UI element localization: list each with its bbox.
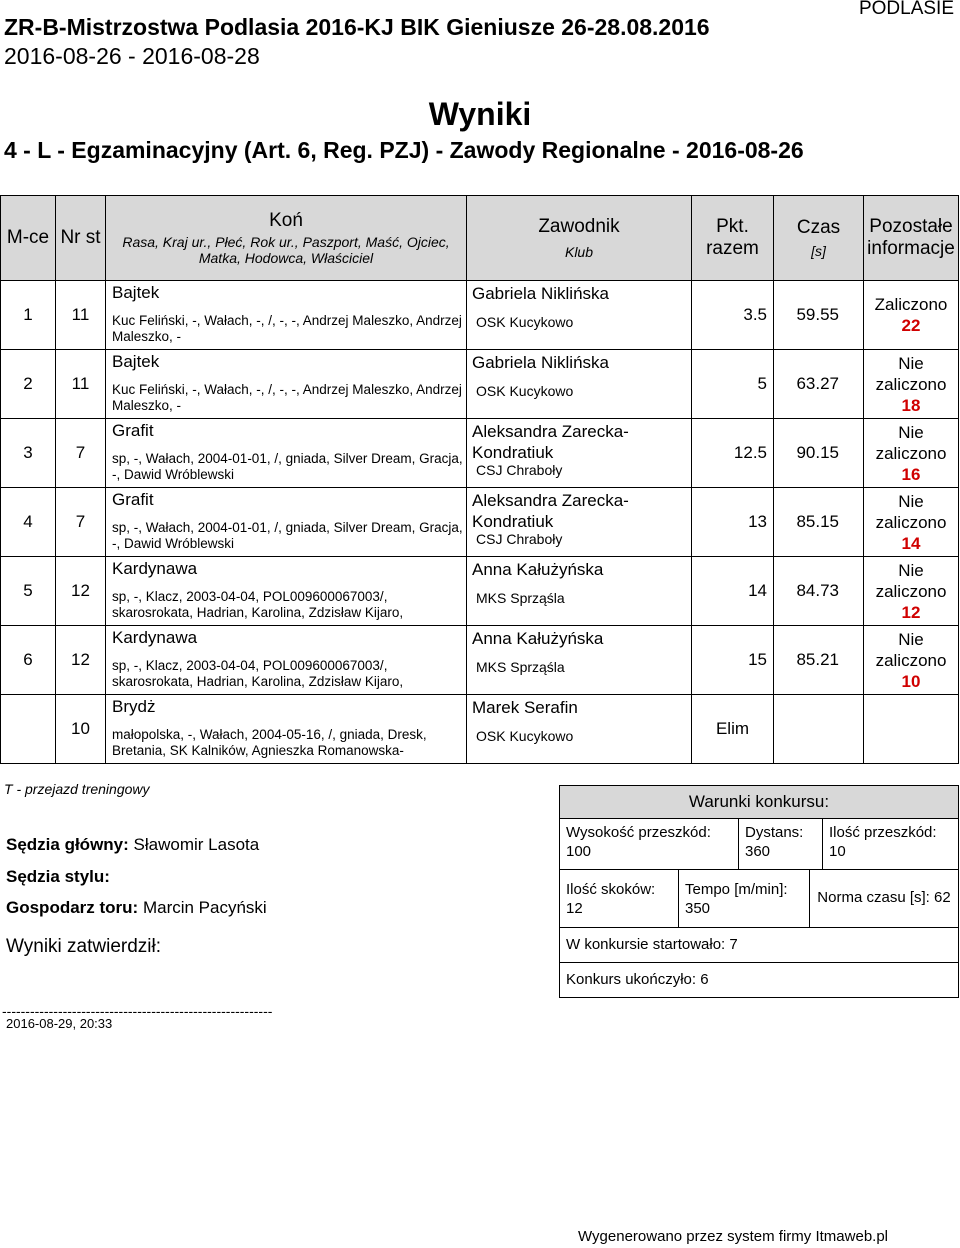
table-row	[1, 350, 959, 419]
row-info	[864, 626, 959, 695]
legend-note: T - przejazd treningowy	[4, 781, 150, 797]
signature-line: ----------------------------------------------------------	[2, 1003, 273, 1019]
row-points: Elim	[692, 695, 774, 764]
row-points: 13	[692, 488, 774, 557]
horse-name: Kardynawa	[112, 628, 198, 647]
row-time: 59.55	[774, 281, 864, 350]
table-header-row	[1, 196, 959, 281]
horse-details: małopolska, -, Wałach, 2004-05-16, /, gniada, Dresk, Bretania, SK Kalników, Agnieszka Romanowska-	[112, 727, 427, 758]
results-table	[0, 195, 959, 764]
row-place	[1, 695, 56, 764]
row-points: 15	[692, 626, 774, 695]
row-place: 6	[1, 626, 56, 695]
chief-judge-label: Sędzia główny:	[6, 835, 129, 854]
rider-club: OSK Kucykowo	[476, 728, 574, 744]
generated-date: 2016-08-29, 20:33	[6, 1016, 113, 1031]
header-time: Czas [s]	[774, 196, 864, 281]
horse-name: Kardynawa	[112, 559, 198, 578]
row-note: 22	[901, 316, 921, 335]
row-horse	[106, 281, 467, 350]
row-note: 10	[901, 671, 921, 691]
header-start-no: Nr st	[56, 196, 106, 281]
row-note: 18	[901, 395, 921, 415]
jump-count: Ilość skoków: 12	[560, 870, 679, 927]
row-time	[774, 695, 864, 764]
obstacle-count: Ilość przeszkód: 10	[829, 824, 937, 860]
row-points: 14	[692, 557, 774, 626]
rider-name: Aleksandra Zarecka-Kondratiuk	[472, 422, 629, 462]
style-judge-label: Sędzia stylu:	[6, 867, 110, 886]
row-info	[864, 281, 959, 350]
row-rider	[467, 281, 692, 350]
rider-name: Aleksandra Zarecka-Kondratiuk	[472, 491, 629, 531]
horse-name: Bajtek	[112, 352, 160, 371]
row-start-no: 10	[56, 695, 106, 764]
row-points: 3.5	[692, 281, 774, 350]
rider-name: Anna Kałużyńska	[472, 560, 604, 579]
row-rider	[467, 557, 692, 626]
conditions-title: Warunki konkursu:	[560, 786, 958, 819]
horse-details: sp, -, Klacz, 2003-04-04, POL009600067003/, skarosrokata, Hadrian, Karolina, Zdzisław Kijaro,	[112, 589, 404, 620]
tempo: Tempo [m/min]: 350	[679, 870, 810, 927]
rider-name: Gabriela Niklińska	[472, 284, 609, 303]
row-start-no: 12	[56, 626, 106, 695]
rider-club: CSJ Chraboły	[476, 531, 563, 547]
rider-club: MKS Sprząśla	[476, 659, 565, 675]
time-norm: Norma czasu [s]: 62	[817, 889, 951, 906]
row-info	[864, 350, 959, 419]
rider-name: Gabriela Niklińska	[472, 353, 609, 372]
row-start-no: 12	[56, 557, 106, 626]
row-horse	[106, 488, 467, 557]
row-horse	[106, 626, 467, 695]
table-row	[1, 695, 959, 764]
row-start-no: 11	[56, 281, 106, 350]
row-time: 85.15	[774, 488, 864, 557]
row-horse	[106, 350, 467, 419]
conditions-row	[560, 819, 958, 870]
style-judge-line	[6, 867, 110, 887]
row-place: 3	[1, 419, 56, 488]
rider-name: Marek Serafin	[472, 698, 578, 717]
row-status: Nie zaliczono	[875, 629, 947, 670]
region-label: PODLASIE	[858, 0, 954, 19]
distance: Dystans: 360	[739, 819, 823, 869]
header-horse: Koń Rasa, Kraj ur., Płeć, Rok ur., Paszport, Maść, Ojciec, Matka, Hodowca, Właściciel	[106, 196, 467, 281]
conditions-row	[560, 963, 958, 997]
table-row	[1, 557, 959, 626]
row-rider	[467, 626, 692, 695]
row-horse	[106, 419, 467, 488]
rider-club: OSK Kucykowo	[476, 314, 574, 330]
finished-count: Konkurs ukończyło: 6	[566, 971, 709, 988]
row-time: 90.15	[774, 419, 864, 488]
footer-credit: Wygenerowano przez system firmy Itmaweb.pl	[578, 1228, 888, 1245]
approved-by-label: Wyniki zatwierdził:	[6, 936, 162, 957]
row-info	[864, 419, 959, 488]
horse-name: Grafit	[112, 421, 154, 440]
horse-name: Bajtek	[112, 283, 160, 302]
row-info	[864, 695, 959, 764]
row-status: Nie zaliczono	[875, 353, 947, 394]
rider-club: OSK Kucykowo	[476, 383, 574, 399]
header-info: Pozostałe informacje	[864, 196, 959, 281]
header-points: Pkt. razem	[692, 196, 774, 281]
row-status: Zaliczono	[874, 295, 948, 314]
chief-judge-name: Sławomir Lasota	[133, 835, 260, 854]
row-time: 84.73	[774, 557, 864, 626]
class-subheading: 4 - L - Egzaminacyjny (Art. 6, Reg. PZJ) - Zawody Regionalne - 2016-08-26	[4, 137, 804, 163]
row-horse	[106, 695, 467, 764]
row-note: 12	[901, 602, 921, 622]
row-points: 5	[692, 350, 774, 419]
row-rider	[467, 695, 692, 764]
horse-name: Brydż	[112, 697, 156, 716]
row-start-no: 7	[56, 488, 106, 557]
horse-name: Grafit	[112, 490, 154, 509]
row-rider	[467, 488, 692, 557]
table-row	[1, 281, 959, 350]
page-heading: Wyniki	[428, 96, 532, 132]
row-rider	[467, 419, 692, 488]
row-info	[864, 557, 959, 626]
horse-details: sp, -, Wałach, 2004-01-01, /, gniada, Silver Dream, Gracja, -, Dawid Wróblewski	[112, 520, 463, 551]
conditions-row	[560, 870, 958, 928]
competition-conditions-box	[559, 785, 959, 998]
row-rider	[467, 350, 692, 419]
row-info	[864, 488, 959, 557]
row-start-no: 11	[56, 350, 106, 419]
horse-details: Kuc Feliński, -, Wałach, -, /, -, -, Andrzej Maleszko, Andrzej Maleszko, -	[112, 313, 462, 344]
table-row	[1, 488, 959, 557]
competition-dates: 2016-08-26 - 2016-08-28	[4, 43, 260, 69]
rider-club: CSJ Chraboły	[476, 462, 563, 478]
row-horse	[106, 557, 467, 626]
row-status: Nie zaliczono	[875, 491, 947, 532]
row-note: 14	[901, 533, 921, 553]
row-points: 12.5	[692, 419, 774, 488]
rider-club: MKS Sprząśla	[476, 590, 565, 606]
row-place: 5	[1, 557, 56, 626]
course-host-label: Gospodarz toru:	[6, 898, 139, 917]
row-status: Nie zaliczono	[875, 422, 947, 463]
row-time: 85.21	[774, 626, 864, 695]
row-place: 4	[1, 488, 56, 557]
row-place: 2	[1, 350, 56, 419]
obstacle-height: Wysokość przeszkód: 100	[560, 819, 739, 869]
row-note: 16	[901, 464, 921, 484]
conditions-row	[560, 928, 958, 963]
row-place: 1	[1, 281, 56, 350]
started-count: W konkursie startowało: 7	[566, 936, 738, 953]
row-status: Nie zaliczono	[875, 560, 947, 601]
table-row	[1, 419, 959, 488]
rider-name: Anna Kałużyńska	[472, 629, 604, 648]
header-place: M-ce	[1, 196, 56, 281]
horse-details: sp, -, Klacz, 2003-04-04, POL009600067003/, skarosrokata, Hadrian, Karolina, Zdzisław Kijaro,	[112, 658, 404, 689]
row-time: 63.27	[774, 350, 864, 419]
course-host-line	[6, 898, 267, 918]
competition-title: ZR-B-Mistrzostwa Podlasia 2016-KJ BIK Gieniusze 26-28.08.2016	[4, 14, 710, 40]
horse-details: sp, -, Wałach, 2004-01-01, /, gniada, Silver Dream, Gracja, -, Dawid Wróblewski	[112, 451, 463, 482]
table-row	[1, 626, 959, 695]
horse-details: Kuc Feliński, -, Wałach, -, /, -, -, Andrzej Maleszko, Andrzej Maleszko, -	[112, 382, 462, 413]
row-start-no: 7	[56, 419, 106, 488]
header-rider: Zawodnik Klub	[467, 196, 692, 281]
chief-judge-line	[6, 835, 259, 855]
course-host-name: Marcin Pacyński	[142, 898, 267, 917]
